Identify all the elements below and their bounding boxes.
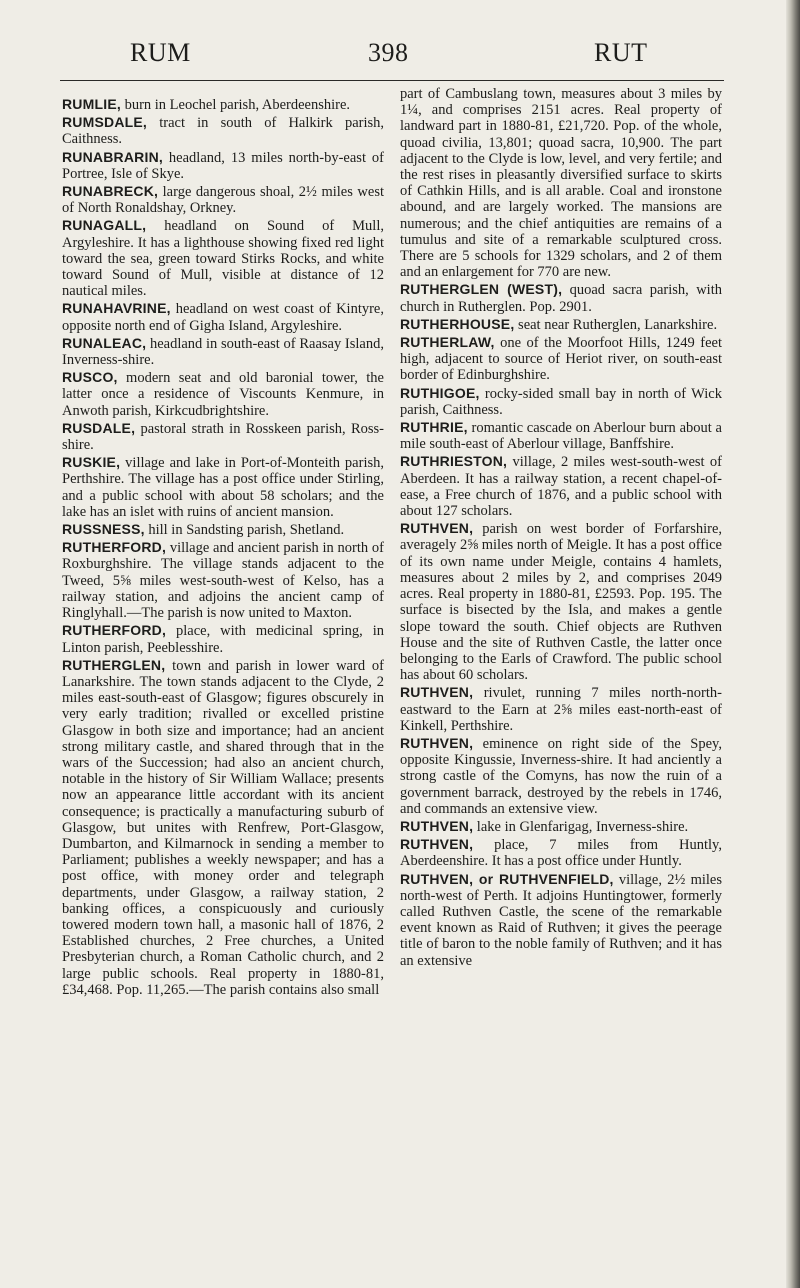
entry-headword: RUNAGALL, <box>62 217 147 234</box>
dictionary-entry <box>400 453 722 519</box>
dictionary-entry <box>400 86 722 280</box>
dictionary-entry <box>62 149 384 182</box>
entry-headword: RUTHVEN, <box>400 817 474 834</box>
dictionary-entry <box>400 281 722 314</box>
entry-text: village and ancient parish in north of Roxburghshire. The village stands adjacent to the Tweed, 5⅝ miles west-south-west of Kelso, has a railway station, and adjoins the ancient camp of Ringlyhall.—The parish is now united to Maxton. <box>62 540 384 622</box>
left-column <box>62 96 384 999</box>
entry-text: seat near Rutherglen, Lanarkshire. <box>514 316 718 333</box>
book-spine-shadow <box>786 0 800 1288</box>
dictionary-entry <box>62 300 384 333</box>
entry-headword: RUTHERGLEN, <box>62 656 166 673</box>
entry-headword: RUTHERLAW, <box>400 334 495 351</box>
entry-headword: RUTHERHOUSE, <box>400 315 515 332</box>
entry-text: tract in south of Halkirk parish, Caithness. <box>62 115 384 148</box>
entry-headword: RUSKIE, <box>62 454 121 471</box>
dictionary-entry <box>62 335 384 368</box>
dictionary-entry <box>400 818 722 835</box>
entry-text: headland on Sound of Mull, Argyleshire. It has a lighthouse showing fixed red light toward the sea, green toward Stirks Rocks, and white toward Sound of Mull, visible at distance of 12 nautical miles. <box>62 218 384 300</box>
entry-headword: RUTHRIE, <box>400 419 468 436</box>
entry-text: rocky-sided small bay in north of Wick parish, Caithness. <box>400 385 722 418</box>
entry-headword: RUTHIGOE, <box>400 384 480 401</box>
entry-headword: RUTHERFORD, <box>62 622 167 639</box>
dictionary-entry <box>400 836 722 869</box>
entry-headword: RUTHVEN, <box>400 684 474 701</box>
entry-text: quoad sacra parish, with church in Rutherglen. Pop. 2901. <box>400 282 722 315</box>
entry-headword: RUTHVEN, <box>400 734 474 751</box>
dictionary-entry <box>62 217 384 299</box>
entry-text: pastoral strath in Rosskeen parish, Ross-shire. <box>62 420 384 454</box>
entry-text: burn in Leochel parish, Aberdeenshire. <box>120 97 351 113</box>
entry-text: romantic cascade on Aberlour burn about a mile south-east of Aberlour village, Banffshire. <box>400 420 722 453</box>
entry-headword: RUTHRIESTON, <box>400 453 508 470</box>
dictionary-entry <box>400 871 722 969</box>
dictionary-entry <box>400 735 722 817</box>
entry-text: eminence on right side of the Spey, opposite Kingussie, Inverness-shire. It had anciently a strong castle of the Comyns, has now the ruin of a government barrack, destroyed by the rebels in 1746, and commands an extensive view. <box>400 735 722 817</box>
running-header <box>60 38 724 78</box>
header-right-guide-word: RUT <box>594 38 648 67</box>
dictionary-entry <box>400 385 722 418</box>
entry-text: large dangerous shoal, 2½ miles west of North Ronaldshay, Orkney. <box>62 184 384 217</box>
dictionary-entry <box>400 316 722 333</box>
entry-headword: RUTHERGLEN (WEST), <box>400 281 563 298</box>
entry-headword: RUSCO, <box>62 369 118 386</box>
entry-text: town and parish in lower ward of Lanarkshire. The town stands adjacent to the Clyde, 2 miles east-south-east of Glasgow; figures obscurely in very early tradition; rivalled or excelled pristine Glasgow in both size and importance; had an ancient strong military castle, and shared through that in the wars of the Succession; had also an ancient church, notable in the history of Sir William Wallace; presents now an appearance little accordant with its ancient consequence; is practically a manufacturing suburb of Glasgow, but unites with Renfrew, Port-Glasgow, Dumbarton, and Kilmarnock in sending a member to Parliament; publishes a weekly newspaper; and has a post office, with money order and telegraph departments, under Glasgow, a railway station, 2 banking offices, a conspicuously and curiously towered modern town hall, a masonic hall of 1876, 2 Established churches, 2 Free churches, a United Presbyterian church, a Roman Catholic church, and 2 large public schools. Real property in 1880-81, £34,468. Pop. 11,265.—The parish contains also small <box>62 657 384 998</box>
header-left-guide-word: RUM <box>130 38 191 67</box>
dictionary-entry <box>400 419 722 452</box>
entry-text: lake in Glenfarigag, Inverness-shire. <box>473 818 689 835</box>
entry-text: place, with medicinal spring, in Linton parish, Peeblesshire. <box>62 623 384 656</box>
entry-headword: RUMLIE, <box>62 96 121 112</box>
entry-text: one of the Moorfoot Hills, 1249 feet high, adjacent to source of Heriot river, on south-east border of Edinburghshire. <box>400 335 722 384</box>
dictionary-entry <box>62 454 384 520</box>
entry-headword: RUNAHAVRINE, <box>62 300 171 317</box>
dictionary-entry <box>62 539 384 621</box>
entry-headword: RUTHERFORD, <box>62 539 167 556</box>
entry-text: parish on west border of Forfarshire, averagely 2⅝ miles north of Meigle. It has a post office of its own name under Meigle, contains 4 hamlets, measures about 2 miles by 2, and comprises 2049 acres. Real property in 1880-81, £2593. Pop. 195. The surface is bisected by the Isla, and makes a gentle slope toward the south. Chief objects are Ruthven House and the site of Ruthven Castle, the latter once belonging to the Earls of Crawford. The public school has about 60 scholars. <box>400 521 722 684</box>
header-rule <box>60 80 724 81</box>
entry-text: headland on west coast of Kintyre, opposite north end of Gigha Island, Argyleshire. <box>62 301 384 334</box>
entry-headword: RUSDALE, <box>62 419 136 436</box>
entry-text: headland, 13 miles north-by-east of Portree, Isle of Skye. <box>62 149 384 182</box>
entry-headword: RUTHVEN, or RUTHVENFIELD, <box>400 870 614 887</box>
entry-headword: RUNALEAC, <box>62 334 147 351</box>
dictionary-entry <box>62 420 384 453</box>
entry-headword: RUTHVEN, <box>400 520 474 537</box>
dictionary-entry <box>62 622 384 655</box>
entry-text: hill in Sandsting parish, Shetland. <box>144 522 345 539</box>
dictionary-entry <box>62 521 384 538</box>
entry-headword: RUNABRARIN, <box>62 148 163 165</box>
entry-text: village, 2½ miles north-west of Perth. It adjoins Huntingtower, formerly called Ruthven Castle, the scene of the remarkable event known as Raid of Ruthven; it gives the peerage title of baron to the noble family of Ruthven; and it has an extensive <box>400 871 722 969</box>
entry-headword: RUSSNESS, <box>62 521 145 538</box>
entry-text: rivulet, running 7 miles north-north-eastward to the Earn at 2⅝ miles east-north-east of Kinkell, Perthshire. <box>400 685 722 734</box>
right-column <box>400 86 722 970</box>
entry-headword: RUMSDALE, <box>62 114 148 131</box>
entry-text: village and lake in Port-of-Monteith parish, Perthshire. The village has a post office under Stirling, and a public school with about 58 scholars; and the lake has an islet with ruins of ancient mansion. <box>62 455 384 520</box>
dictionary-entry <box>62 183 384 216</box>
entry-headword: RUTHVEN, <box>400 836 474 853</box>
entry-text: village, 2 miles west-south-west of Aberdeen. It has a railway station, a recent chapel-of-ease, a Free church of 1876, and a public school with about 127 scholars. <box>400 454 722 520</box>
dictionary-entry <box>400 334 722 384</box>
dictionary-entry <box>400 684 722 734</box>
page-number: 398 <box>368 38 409 67</box>
entry-text: part of Cambuslang town, measures about 3 miles by 1¼, and comprises 2151 acres. Real property of landward part in 1880-81, £21,720. Pop. of the whole, quoad civilia, 13,801; quoad sacra, 10,900. The part adjacent to the Clyde is low, level, and very fertile; and the rest rises in pleasantly diversified surface to skirts of Cathkin Hills, and is all arable. Coal and ironstone abound, and are largely worked. The mansions are numerous; and the chief antiquities are remains of a tumulus and site of a remarkable sculptured cross. There are 5 schools for 1329 scholars, and 2 of them and an enlargement for 770 are new. <box>400 86 722 281</box>
dictionary-entry <box>62 369 384 419</box>
entry-headword: RUNABRECK, <box>62 183 159 200</box>
dictionary-entry <box>62 114 384 147</box>
entry-text: headland in south-east of Raasay Island, Inverness-shire. <box>62 335 384 369</box>
dictionary-entry <box>400 520 722 683</box>
dictionary-entry <box>62 657 384 998</box>
entry-text: place, 7 miles from Huntly, Aberdeenshire. It has a post office under Huntly. <box>400 837 722 870</box>
entry-text: modern seat and old baronial tower, the latter once a residence of Viscounts Kenmure, in Anwoth parish, Kirkcudbrightshire. <box>62 370 384 419</box>
dictionary-entry <box>62 96 384 113</box>
